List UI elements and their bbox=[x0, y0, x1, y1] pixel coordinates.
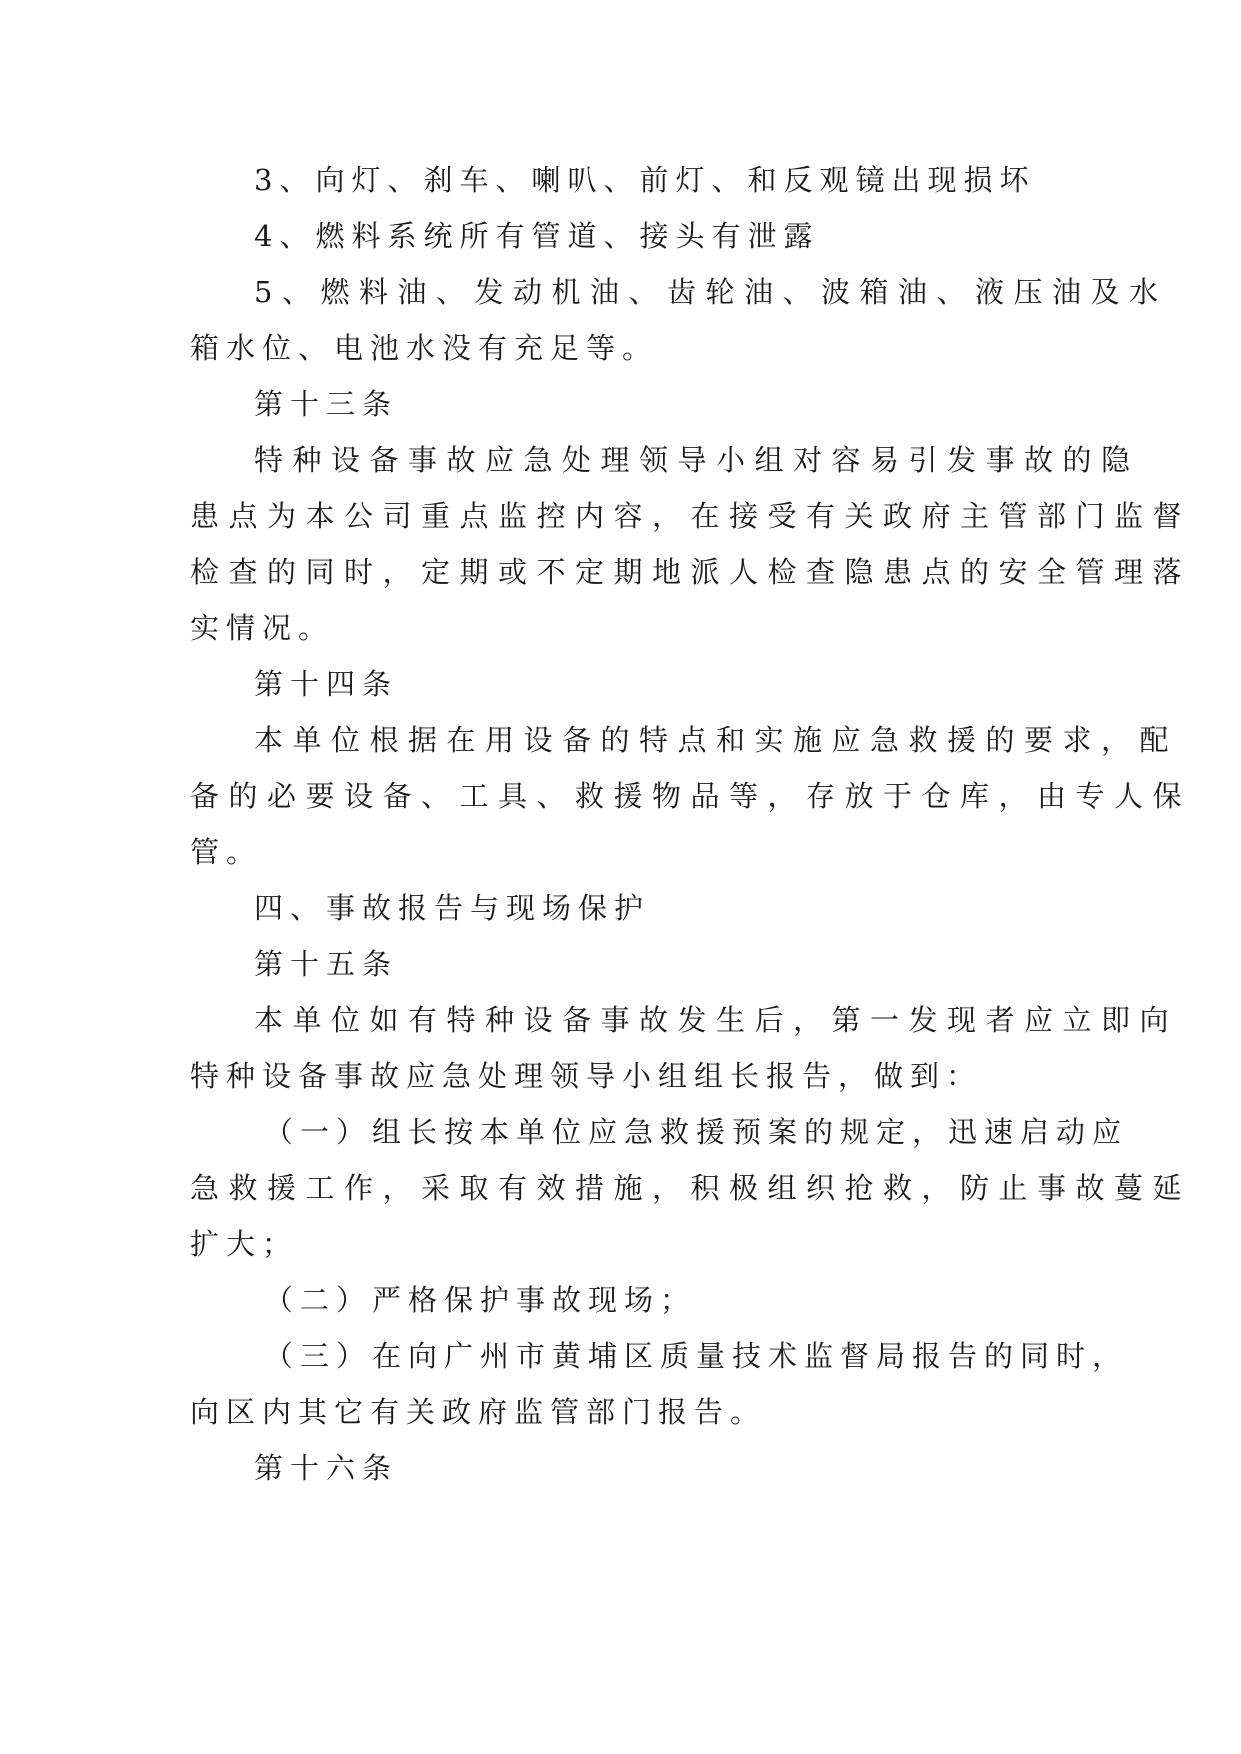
article-heading: 第十四条 bbox=[254, 667, 399, 701]
text-line: 患点为本公司重点监控内容，在接受有关政府主管部门监督 bbox=[190, 499, 1192, 533]
text-line: 急救援工作，采取有效措施，积极组织抢救，防止事故蔓延 bbox=[190, 1171, 1192, 1205]
article-heading: 第十五条 bbox=[254, 947, 399, 981]
text-line: 特种设备事故应急处理领导小组组长报告，做到： bbox=[190, 1059, 983, 1093]
text-line: 4、燃料系统所有管道、接头有泄露 bbox=[254, 219, 820, 253]
text-line: 特种设备事故应急处理领导小组对容易引发事故的隐 bbox=[254, 443, 1140, 477]
text-line: 管。 bbox=[190, 835, 263, 869]
text-line: 实情况。 bbox=[190, 611, 335, 645]
section-heading: 四、事故报告与现场保护 bbox=[254, 891, 651, 925]
text-line: 本单位如有特种设备事故发生后，第一发现者应立即向 bbox=[254, 1003, 1179, 1037]
text-line: （一）组长按本单位应急救援预案的规定，迅速启动应 bbox=[264, 1115, 1129, 1149]
text-line: 5、燃料油、发动机油、齿轮油、波箱油、液压油及水 bbox=[254, 275, 1168, 309]
text-line: 备的必要设备、工具、救援物品等，存放于仓库，由专人保 bbox=[190, 779, 1192, 813]
text-line: （三）在向广州市黄埔区质量技术监督局报告的同时， bbox=[264, 1339, 1129, 1373]
text-line: 3、向灯、刹车、喇叭、前灯、和反观镜出现损坏 bbox=[254, 163, 1036, 197]
text-line: 箱水位、电池水没有充足等。 bbox=[190, 331, 659, 365]
text-line: （二）严格保护事故现场； bbox=[264, 1283, 697, 1317]
text-line: 向区内其它有关政府监管部门报告。 bbox=[190, 1395, 767, 1429]
article-heading: 第十六条 bbox=[254, 1451, 399, 1485]
text-line: 本单位根据在用设备的特点和实施应急救援的要求，配 bbox=[254, 723, 1179, 757]
text-line: 扩大； bbox=[190, 1227, 299, 1261]
article-heading: 第十三条 bbox=[254, 387, 399, 421]
document-page bbox=[190, 160, 1192, 1600]
text-line: 检查的同时，定期或不定期地派人检查隐患点的安全管理落 bbox=[190, 555, 1192, 589]
